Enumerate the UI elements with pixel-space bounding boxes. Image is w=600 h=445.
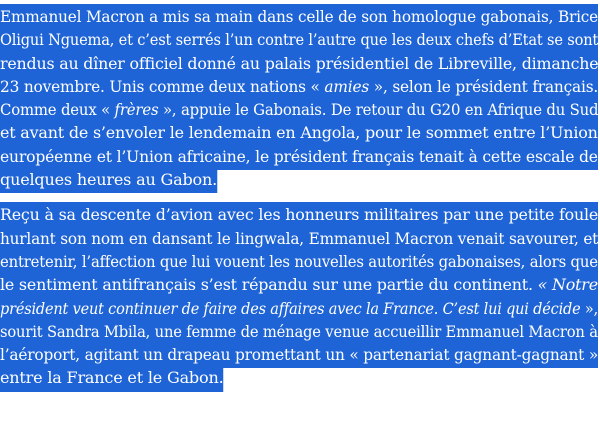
text-line xyxy=(0,249,600,272)
text-line xyxy=(0,226,600,249)
text-line xyxy=(0,74,600,97)
text-segment: Oligui Nguema, et c’est serrés l’un contre l’autre que les deux chefs d’Etat se sont xyxy=(0,30,599,50)
text-segment: rendus au dîner officiel donné au palais présidentiel de Libreville, dimanche xyxy=(0,53,599,73)
text-segment: quelques heures au Gabon. xyxy=(0,170,218,190)
article-paragraph xyxy=(0,202,600,388)
article-paragraph xyxy=(0,4,600,190)
italic-quote-segment: président veut continuer de faire des affaires avec la France. C’est lui qui décide xyxy=(0,298,581,318)
text-line xyxy=(0,167,600,190)
selected-text[interactable] xyxy=(0,167,217,193)
text-line xyxy=(0,27,600,50)
italic-quote-segment: amies xyxy=(324,76,370,96)
text-line xyxy=(0,272,600,295)
text-segment: », appuie le Gabonais. De retour du G20 en Afrique du Sud xyxy=(158,100,599,120)
text-segment: Emmanuel Macron a mis sa main dans celle de son homologue gabonais, Brice xyxy=(0,7,598,26)
text-line xyxy=(0,365,600,388)
text-line xyxy=(0,202,600,225)
selected-text[interactable] xyxy=(0,365,224,391)
text-segment: sourit Sandra Mbila, une femme de ménage venue accueillir Emmanuel Macron à xyxy=(0,321,598,341)
text-segment: l’aéroport, agitant un drapeau promettant un « partenariat gagnant-gagnant » xyxy=(0,345,599,365)
text-segment: le sentiment antifrançais s’est répandu sur une partie du continent. xyxy=(0,275,538,295)
text-segment: 23 novembre. Unis comme deux nations « xyxy=(0,76,325,96)
text-segment: », selon le président français. xyxy=(369,76,599,96)
text-line xyxy=(0,4,600,27)
text-line xyxy=(0,120,600,143)
italic-quote-segment: « Notre xyxy=(537,275,598,295)
text-line xyxy=(0,342,600,365)
text-segment: Reçu à sa descente d’avion avec les honneurs militaires par une petite foule xyxy=(0,205,599,225)
text-segment: », xyxy=(580,298,599,318)
italic-quote-segment: frères xyxy=(114,100,159,120)
text-segment: Comme deux « xyxy=(0,100,115,120)
text-line xyxy=(0,144,600,167)
text-line xyxy=(0,296,600,319)
text-line xyxy=(0,97,600,120)
text-line xyxy=(0,319,600,342)
text-segment: hurlant son nom en dansant le lingwala, Emmanuel Macron venait savourer, et xyxy=(0,228,599,248)
text-line xyxy=(0,51,600,74)
text-segment: entretenir, l’affection que lui vouent les nouvelles autorités gabonaises, alors que xyxy=(0,251,598,271)
text-segment: européenne et l’Union africaine, le président français tenait à cette escale de xyxy=(0,146,598,166)
text-segment: et avant de s’envoler le lendemain en Angola, pour le sommet entre l’Union xyxy=(0,123,598,143)
text-segment: entre la France et le Gabon. xyxy=(0,368,224,388)
